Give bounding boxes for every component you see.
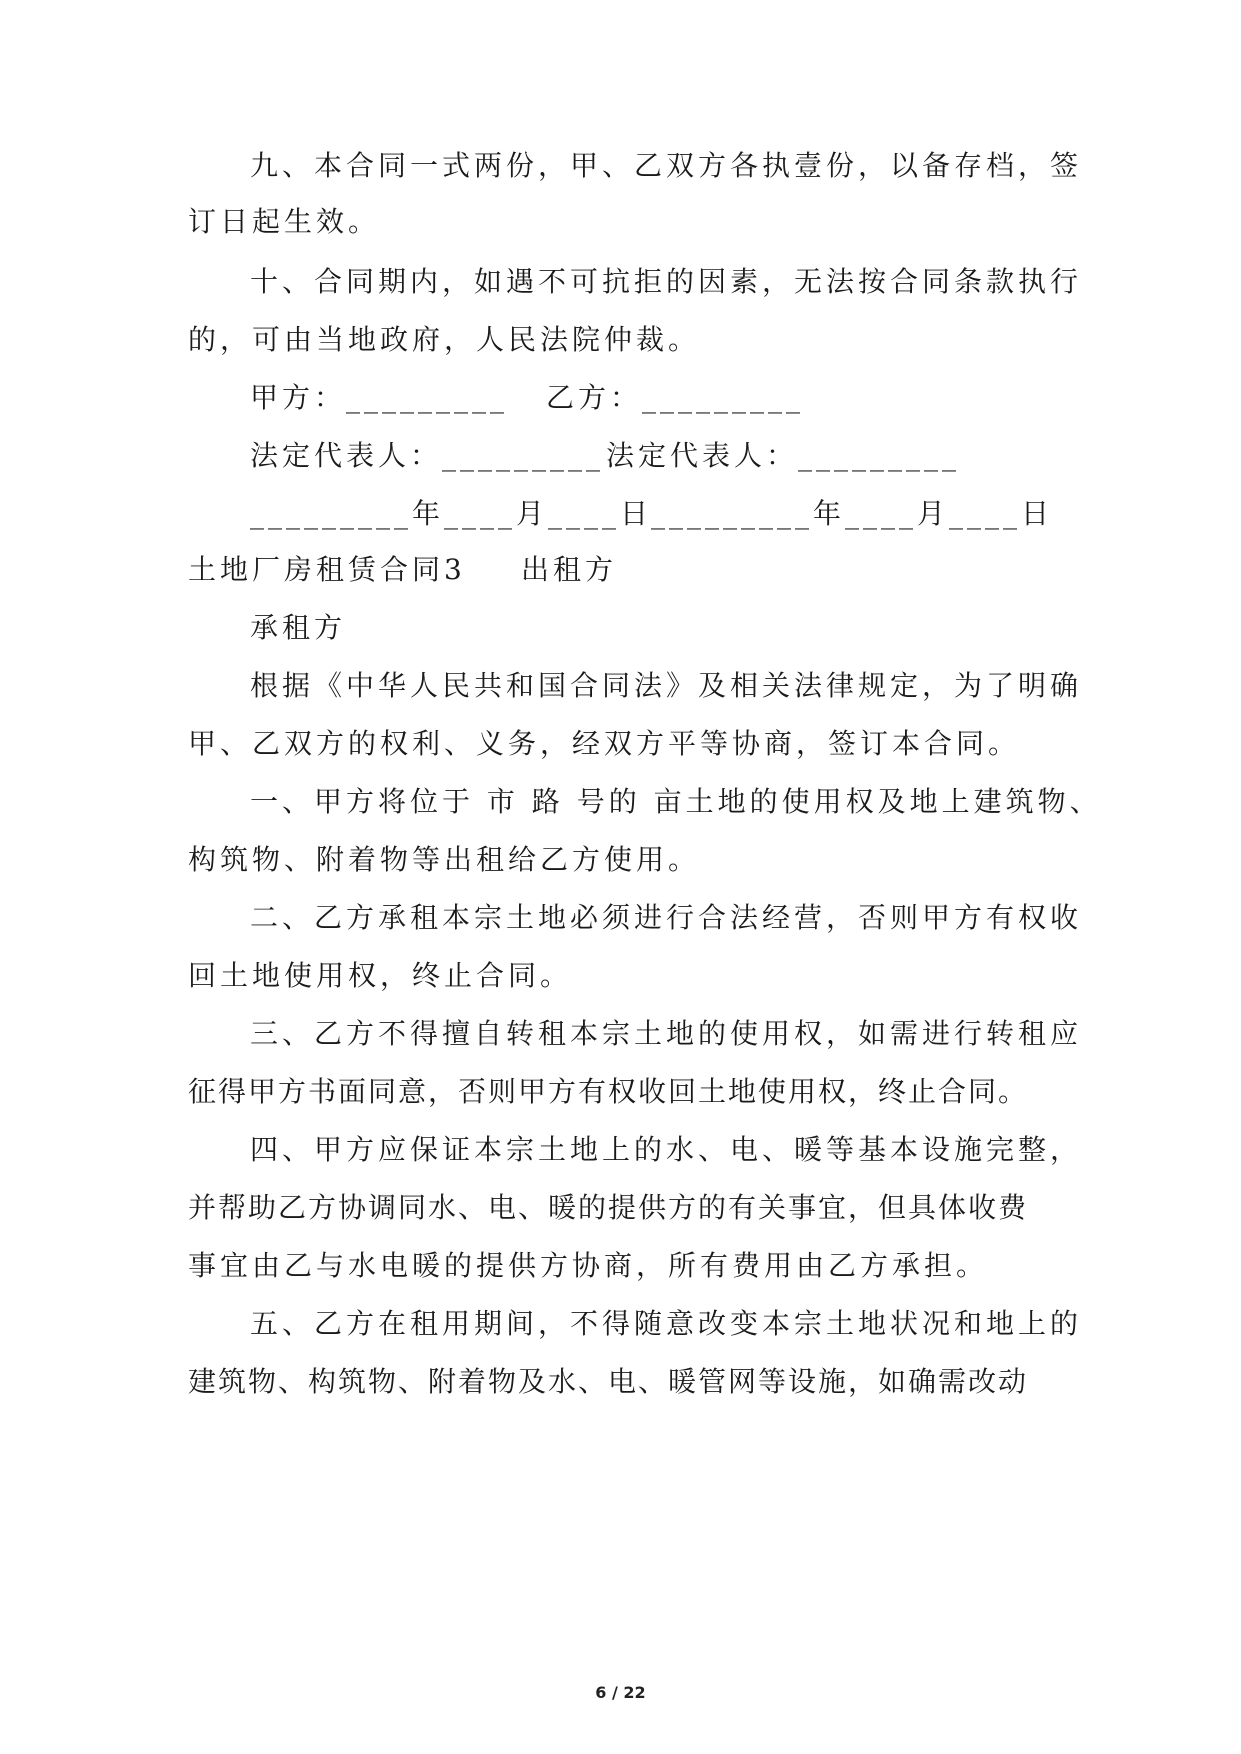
article-2-line-2: 回土地使用权，终止合同。 bbox=[188, 959, 573, 992]
party-b-signature: 乙方：_________ bbox=[546, 381, 805, 414]
page-number: 6 / 22 bbox=[595, 1683, 646, 1702]
clause-10-line-1: 十、合同期内，如遇不可抗拒的因素，无法按合同条款执行 bbox=[250, 265, 1083, 298]
lessee-label: 承租方 bbox=[250, 611, 347, 644]
clause-10-line-2: 的，可由当地政府，人民法院仲裁。 bbox=[188, 323, 701, 356]
party-a-signature: 甲方：_________ bbox=[250, 381, 509, 414]
article-3-line-2: 征得甲方书面同意，否则甲方有权收回土地使用权，终止合同。 bbox=[188, 1075, 1029, 1108]
article-1-line-1: 一、甲方将位于 市 路 号的 亩土地的使用权及地上建筑物、 bbox=[250, 785, 1102, 818]
article-5-line-1: 五、乙方在租用期间，不得随意改变本宗土地状况和地上的 bbox=[250, 1307, 1083, 1340]
article-4-line-2: 并帮助乙方协调同水、电、暖的提供方的有关事宜，但具体收费 bbox=[188, 1191, 1029, 1224]
party-a-date: _________年____月____日 bbox=[250, 497, 653, 530]
party-b-representative: 法定代表人：_________ bbox=[606, 439, 961, 472]
article-5-line-2: 建筑物、构筑物、附着物及水、电、暖管网等设施，如确需改动 bbox=[188, 1365, 1029, 1398]
preamble-line-1: 根据《中华人民共和国合同法》及相关法律规定，为了明确 bbox=[250, 669, 1083, 702]
lessor-label: 出租方 bbox=[521, 553, 618, 586]
article-3-line-1: 三、乙方不得擅自转租本宗土地的使用权，如需进行转租应 bbox=[250, 1017, 1083, 1050]
clause-9-line-1: 九、本合同一式两份，甲、乙双方各执壹份，以备存档，签 bbox=[250, 149, 1083, 182]
party-b-date: _________年____月____日 bbox=[651, 497, 1054, 530]
contract-3-heading: 土地厂房租赁合同3 bbox=[188, 553, 466, 586]
article-4-line-3: 事宜由乙与水电暖的提供方协商，所有费用由乙方承担。 bbox=[188, 1249, 989, 1282]
article-1-line-2: 构筑物、附着物等出租给乙方使用。 bbox=[188, 843, 701, 876]
clause-9-line-2: 订日起生效。 bbox=[188, 205, 381, 238]
preamble-line-2: 甲、乙双方的权利、义务，经双方平等协商，签订本合同。 bbox=[188, 727, 1021, 760]
party-a-representative: 法定代表人：_________ bbox=[250, 439, 605, 472]
article-4-line-1: 四、甲方应保证本宗土地上的水、电、暖等基本设施完整， bbox=[250, 1133, 1083, 1166]
article-2-line-1: 二、乙方承租本宗土地必须进行合法经营，否则甲方有权收 bbox=[250, 901, 1083, 934]
